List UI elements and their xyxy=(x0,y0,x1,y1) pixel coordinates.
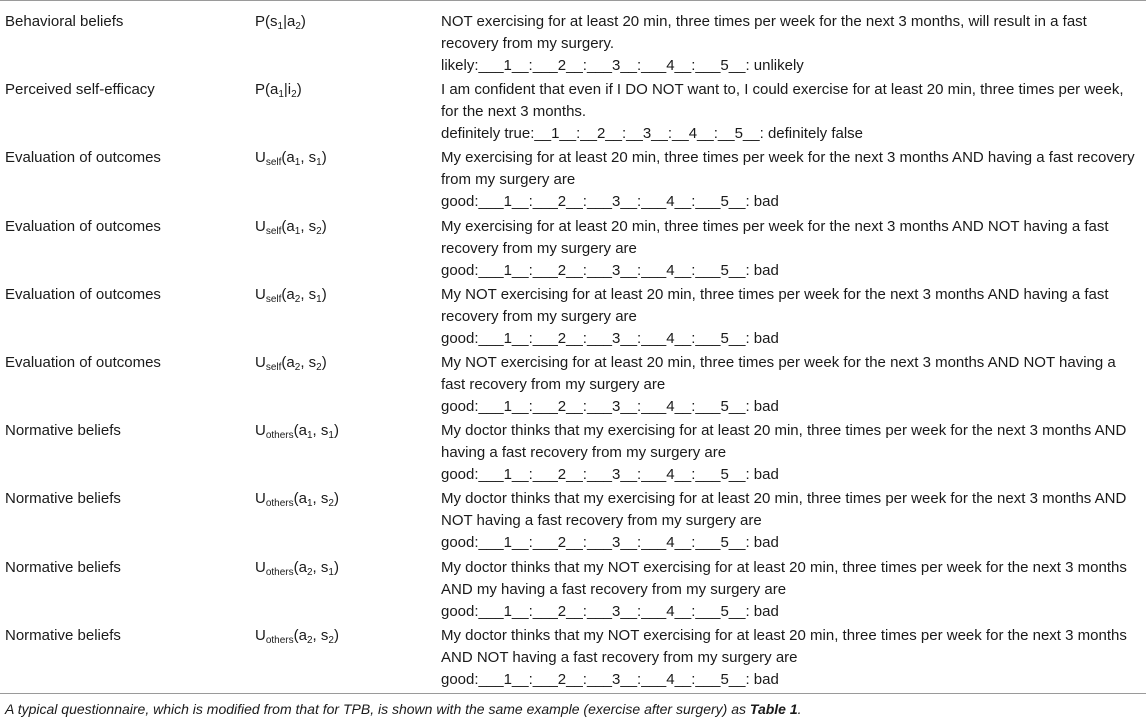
item-text-line: NOT having a fast recovery from my surgery are xyxy=(441,512,762,529)
item-cell xyxy=(441,488,1141,554)
item-text-line: My doctor thinks that my NOT exercising for at least 20 min, three times per week for the next 3 months xyxy=(441,559,1127,576)
rating-scale: good:___1__:___2__:___3__:___4__:___5__: bad xyxy=(441,603,779,620)
caption-text: A typical questionnaire, which is modified from that for TPB, is shown with the same example (exercise after surgery) as xyxy=(5,701,750,717)
symbol-cell: $U_{others}(a_2$, $s_1$) xyxy=(255,559,339,578)
rating-scale: good:___1__:___2__:___3__:___4__:___5__: bad xyxy=(441,671,779,688)
item-text-line: from my surgery are xyxy=(441,171,576,188)
symbol-cell: $U_{self}(a_1$, $s_1$) xyxy=(255,149,327,168)
caption-end: . xyxy=(797,701,802,717)
item-text-line: for the next 3 months. xyxy=(441,103,587,120)
construct-cell: Evaluation of outcomes xyxy=(5,286,161,303)
item-cell xyxy=(441,284,1141,350)
item-cell xyxy=(441,79,1141,145)
item-text-line: AND NOT having a fast recovery from my surgery are xyxy=(441,649,798,666)
item-text-line: recovery from my surgery are xyxy=(441,308,637,325)
rating-scale: good:___1__:___2__:___3__:___4__:___5__: bad xyxy=(441,193,779,210)
rating-scale: good:___1__:___2__:___3__:___4__:___5__: bad xyxy=(441,262,779,279)
rating-scale: likely:___1__:___2__:___3__:___4__:___5__: unlikely xyxy=(441,57,804,74)
item-text-line: My doctor thinks that my NOT exercising for at least 20 min, three times per week for the next 3 months xyxy=(441,627,1127,644)
item-text-line: My doctor thinks that my exercising for at least 20 min, three times per week for the next 3 months AND xyxy=(441,422,1127,439)
item-cell xyxy=(441,557,1141,623)
item-text-line: recovery from my surgery. xyxy=(441,35,615,52)
table-top-rule xyxy=(0,0,1146,1)
item-cell xyxy=(441,147,1141,213)
item-text-line: My NOT exercising for at least 20 min, three times per week for the next 3 months AND having a fast xyxy=(441,286,1109,303)
table-bottom-rule xyxy=(0,693,1146,694)
item-cell xyxy=(441,11,1141,77)
symbol-cell: $U_{self}(a_1$, $s_2$) xyxy=(255,218,327,237)
item-text-line: My exercising for at least 20 min, three times per week for the next 3 months AND having a fast recovery xyxy=(441,149,1135,166)
symbol-cell: $P(a_1|i_2)$ xyxy=(255,81,302,100)
item-text-line: having a fast recovery from my surgery are xyxy=(441,444,727,461)
item-text-line: recovery from my surgery are xyxy=(441,240,637,257)
item-text-line: My exercising for at least 20 min, three times per week for the next 3 months AND NOT having a fast xyxy=(441,218,1109,235)
item-text-line: I am confident that even if I DO NOT want to, I could exercise for at least 20 min, three times per week, xyxy=(441,81,1124,98)
item-text-line: fast recovery from my surgery are xyxy=(441,376,666,393)
construct-cell: Normative beliefs xyxy=(5,490,121,507)
rating-scale: good:___1__:___2__:___3__:___4__:___5__: bad xyxy=(441,398,779,415)
construct-cell: Normative beliefs xyxy=(5,422,121,439)
item-text-line: My NOT exercising for at least 20 min, three times per week for the next 3 months AND NOT having a xyxy=(441,354,1116,371)
item-cell xyxy=(441,216,1141,282)
rating-scale: good:___1__:___2__:___3__:___4__:___5__: bad xyxy=(441,330,779,347)
construct-cell: Normative beliefs xyxy=(5,559,121,576)
construct-cell: Perceived self-efficacy xyxy=(5,81,155,98)
construct-cell: Evaluation of outcomes xyxy=(5,218,161,235)
construct-cell: Evaluation of outcomes xyxy=(5,354,161,371)
symbol-cell: $U_{self}(a_2$, $s_2$) xyxy=(255,354,327,373)
rating-scale: good:___1__:___2__:___3__:___4__:___5__: bad xyxy=(441,466,779,483)
caption-table-ref: Table 1 xyxy=(749,701,798,717)
item-text-line: NOT exercising for at least 20 min, three times per week for the next 3 months, will result in a fast xyxy=(441,13,1087,30)
item-text-line: My doctor thinks that my exercising for at least 20 min, three times per week for the next 3 months AND xyxy=(441,490,1127,507)
construct-cell: Behavioral beliefs xyxy=(5,13,124,30)
rating-scale: good:___1__:___2__:___3__:___4__:___5__: bad xyxy=(441,534,779,551)
item-text-line: AND my having a fast recovery from my surgery are xyxy=(441,581,787,598)
symbol-cell: $U_{self}(a_2$, $s_1$) xyxy=(255,286,327,305)
construct-cell: Evaluation of outcomes xyxy=(5,149,161,166)
item-cell xyxy=(441,420,1141,486)
symbol-cell: $U_{others}(a_1$, $s_2$) xyxy=(255,490,339,509)
table-caption xyxy=(5,699,802,719)
item-cell xyxy=(441,625,1141,691)
item-cell xyxy=(441,352,1141,418)
symbol-cell: $U_{others}(a_1$, $s_1$) xyxy=(255,422,339,441)
construct-cell: Normative beliefs xyxy=(5,627,121,644)
symbol-cell: $U_{others}(a_2$, $s_2$) xyxy=(255,627,339,646)
rating-scale: definitely true:__1__:__2__:__3__:__4__:__5__: definitely false xyxy=(441,125,863,142)
symbol-cell: $P(s_1|a_2)$ xyxy=(255,13,306,32)
